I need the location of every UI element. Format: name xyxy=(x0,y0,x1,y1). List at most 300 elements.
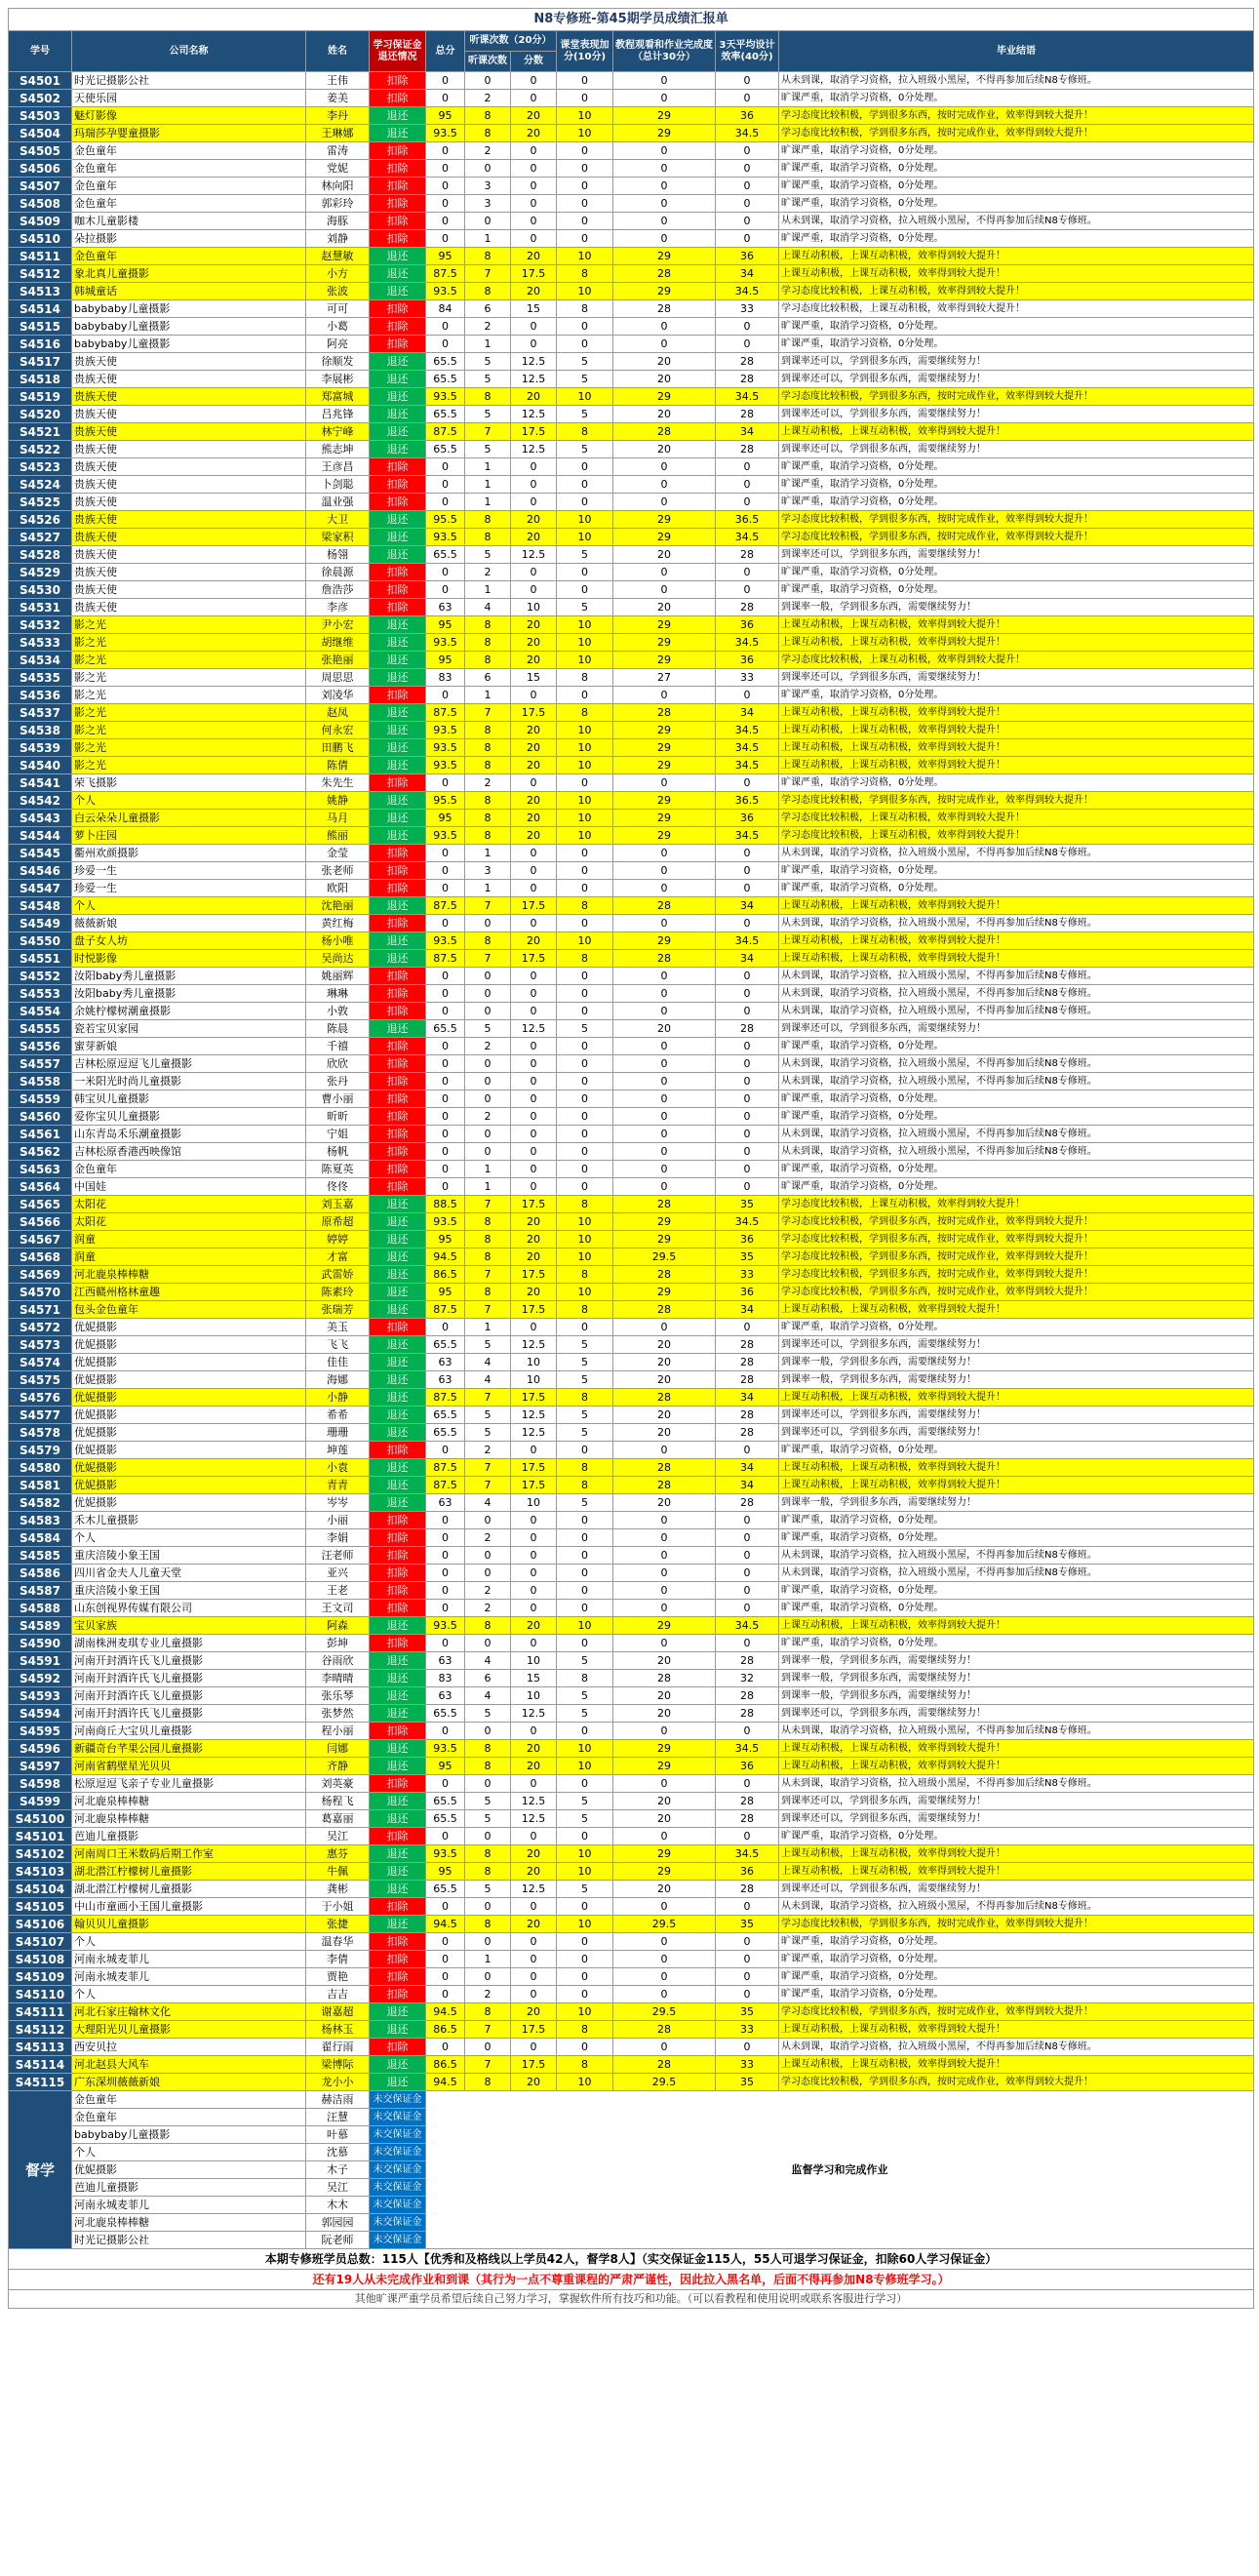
efficiency-score: 28 xyxy=(716,371,779,388)
attendance-count: 2 xyxy=(465,1582,511,1600)
efficiency-score: 28 xyxy=(716,441,779,458)
performance-score: 5 xyxy=(557,406,613,423)
performance-score: 0 xyxy=(557,985,613,1003)
attendance-count: 8 xyxy=(465,388,511,406)
student-id: S4587 xyxy=(9,1582,72,1600)
homework-score: 0 xyxy=(613,1126,716,1143)
table-row xyxy=(9,1705,1254,1723)
homework-score: 20 xyxy=(613,1354,716,1371)
attendance-count: 4 xyxy=(465,1494,511,1512)
total-score: 63 xyxy=(426,599,465,616)
student-id: S4530 xyxy=(9,581,72,599)
student-name: 卜剑聪 xyxy=(306,476,370,494)
deposit-status: 退还 xyxy=(370,1863,426,1881)
total-score: 93.5 xyxy=(426,283,465,300)
company-name: 贵族天使 xyxy=(72,529,306,546)
attendance-score: 17.5 xyxy=(511,897,557,915)
total-score: 0 xyxy=(426,1512,465,1529)
homework-score: 29 xyxy=(613,511,716,529)
table-row xyxy=(9,932,1254,950)
attendance-score: 10 xyxy=(511,1354,557,1371)
homework-score: 0 xyxy=(613,1178,716,1196)
total-score: 87.5 xyxy=(426,950,465,968)
performance-score: 0 xyxy=(557,1038,613,1055)
total-score: 0 xyxy=(426,1898,465,1916)
attendance-score: 0 xyxy=(511,1108,557,1126)
attendance-score: 12.5 xyxy=(511,1881,557,1898)
student-name: 陈素玲 xyxy=(306,1284,370,1301)
graduation-comment: 上课互动积极，上课互动积极，效率得到较大提升！ xyxy=(779,248,1254,265)
graduation-comment: 到课率还可以，学到很多东西，需要继续努力！ xyxy=(779,1336,1254,1354)
company-name: 贵族天使 xyxy=(72,511,306,529)
table-row xyxy=(9,1090,1254,1108)
deposit-status: 退还 xyxy=(370,1284,426,1301)
homework-score: 29.5 xyxy=(613,1916,716,1933)
company-name: 贵族天使 xyxy=(72,599,306,616)
graduation-comment: 从未到课，取消学习资格，拉入班级小黑屋，不得再参加后续N8专修班。 xyxy=(779,1143,1254,1161)
efficiency-score: 28 xyxy=(716,1407,779,1424)
student-id: S45111 xyxy=(9,2003,72,2021)
company-name: 重庆涪陵小象王国 xyxy=(72,1547,306,1565)
company-name: 贵族天使 xyxy=(72,441,306,458)
total-score: 0 xyxy=(426,1828,465,1845)
graduation-comment: 学习态度比较积极，学到很多东西，按时完成作业，效率得到较大提升！ xyxy=(779,388,1254,406)
student-name: 熊丽 xyxy=(306,827,370,845)
attendance-score: 0 xyxy=(511,1319,557,1336)
total-score: 0 xyxy=(426,1582,465,1600)
company-name: 个人 xyxy=(72,1933,306,1951)
attendance-count: 8 xyxy=(465,739,511,757)
student-name: 珊珊 xyxy=(306,1424,370,1442)
deposit-status: 退还 xyxy=(370,1354,426,1371)
student-name: 亚兴 xyxy=(306,1565,370,1582)
total-score: 0 xyxy=(426,195,465,213)
graduation-comment: 上课互动积极，上课互动积极，效率得到较大提升！ xyxy=(779,1863,1254,1881)
performance-score: 10 xyxy=(557,1248,613,1266)
table-row xyxy=(9,1020,1254,1038)
deposit-status: 退还 xyxy=(370,669,426,687)
graduation-comment: 到课率一般，学到很多东西，需要继续努力！ xyxy=(779,1354,1254,1371)
efficiency-score: 34.5 xyxy=(716,722,779,739)
performance-score: 8 xyxy=(557,1301,613,1319)
company-name: 宝贝家族 xyxy=(72,1617,306,1635)
graduation-comment: 到课率一般，学到很多东西，需要继续努力！ xyxy=(779,599,1254,616)
student-name: 马月 xyxy=(306,810,370,827)
performance-score: 0 xyxy=(557,1319,613,1336)
performance-score: 5 xyxy=(557,1494,613,1512)
company-name: 优妮摄影 xyxy=(72,1459,306,1477)
attendance-score: 12.5 xyxy=(511,1424,557,1442)
efficiency-score: 0 xyxy=(716,458,779,476)
table-row xyxy=(9,1670,1254,1687)
student-name: 田鹏飞 xyxy=(306,739,370,757)
deposit-status: 退还 xyxy=(370,1459,426,1477)
student-name: 佟佟 xyxy=(306,1178,370,1196)
graduation-comment: 学习态度比较积极，学到很多东西，按时完成作业，效率得到较大提升！ xyxy=(779,125,1254,142)
attendance-score: 0 xyxy=(511,1723,557,1740)
attendance-score: 10 xyxy=(511,599,557,616)
attendance-score: 12.5 xyxy=(511,1336,557,1354)
attendance-count: 7 xyxy=(465,950,511,968)
homework-score: 20 xyxy=(613,1424,716,1442)
student-id: S4535 xyxy=(9,669,72,687)
efficiency-score: 28 xyxy=(716,1336,779,1354)
homework-score: 20 xyxy=(613,1020,716,1038)
efficiency-score: 34 xyxy=(716,897,779,915)
efficiency-score: 0 xyxy=(716,318,779,336)
deposit-status: 扣除 xyxy=(370,1319,426,1336)
student-name: 梁博际 xyxy=(306,2056,370,2074)
attendance-score: 0 xyxy=(511,142,557,160)
table-row xyxy=(9,862,1254,880)
table-row xyxy=(9,950,1254,968)
deposit-status: 退还 xyxy=(370,2003,426,2021)
table-row xyxy=(9,2039,1254,2056)
student-id: S4551 xyxy=(9,950,72,968)
table-row xyxy=(9,1055,1254,1073)
homework-score: 0 xyxy=(613,336,716,353)
company-name: 河北鹿泉棒棒糖 xyxy=(72,1266,306,1284)
attendance-count: 0 xyxy=(465,1828,511,1845)
total-score: 83 xyxy=(426,669,465,687)
student-name: 朱先生 xyxy=(306,774,370,792)
company-name: 韩宝贝儿童摄影 xyxy=(72,1090,306,1108)
attendance-score: 20 xyxy=(511,529,557,546)
total-score: 0 xyxy=(426,1038,465,1055)
table-row xyxy=(9,476,1254,494)
table-row xyxy=(9,1793,1254,1810)
homework-score: 29.5 xyxy=(613,2003,716,2021)
table-row xyxy=(9,1828,1254,1845)
homework-score: 28 xyxy=(613,2021,716,2039)
company-name: 优妮摄影 xyxy=(72,1442,306,1459)
deposit-status: 退还 xyxy=(370,950,426,968)
attendance-count: 0 xyxy=(465,1055,511,1073)
student-name: 才富 xyxy=(306,1248,370,1266)
student-id: S4509 xyxy=(9,213,72,230)
table-row xyxy=(9,1740,1254,1758)
homework-score: 28 xyxy=(613,704,716,722)
performance-score: 0 xyxy=(557,1951,613,1968)
performance-score: 5 xyxy=(557,599,613,616)
homework-score: 20 xyxy=(613,1336,716,1354)
deposit-status: 扣除 xyxy=(370,1600,426,1617)
company-name: 影之光 xyxy=(72,687,306,704)
attendance-count: 1 xyxy=(465,1319,511,1336)
total-score: 88.5 xyxy=(426,1196,465,1213)
deposit-status: 退还 xyxy=(370,704,426,722)
deposit-status: 扣除 xyxy=(370,1442,426,1459)
performance-score: 10 xyxy=(557,1916,613,1933)
col-attendance-score: 分数 xyxy=(511,52,557,72)
attendance-count: 8 xyxy=(465,932,511,950)
student-id: S4541 xyxy=(9,774,72,792)
performance-score: 0 xyxy=(557,1512,613,1529)
performance-score: 8 xyxy=(557,1459,613,1477)
company-name: 贵族天使 xyxy=(72,546,306,564)
table-row xyxy=(9,1161,1254,1178)
attendance-count: 5 xyxy=(465,1407,511,1424)
performance-score: 0 xyxy=(557,1161,613,1178)
student-name: 牛佩 xyxy=(306,1863,370,1881)
deposit-status: 扣除 xyxy=(370,336,426,353)
attendance-count: 4 xyxy=(465,1371,511,1389)
table-row xyxy=(9,1424,1254,1442)
total-score: 93.5 xyxy=(426,1213,465,1231)
attendance-count: 6 xyxy=(465,669,511,687)
attendance-score: 17.5 xyxy=(511,950,557,968)
table-row xyxy=(9,195,1254,213)
deposit-status: 扣除 xyxy=(370,476,426,494)
total-score: 0 xyxy=(426,1108,465,1126)
attendance-score: 20 xyxy=(511,1248,557,1266)
student-id: S4578 xyxy=(9,1424,72,1442)
student-id: S4524 xyxy=(9,476,72,494)
graduation-comment: 上课互动积极，上课互动积极，效率得到较大提升！ xyxy=(779,1301,1254,1319)
company-name: 影之光 xyxy=(72,616,306,634)
deposit-status: 扣除 xyxy=(370,160,426,178)
attendance-score: 0 xyxy=(511,1055,557,1073)
efficiency-score: 34 xyxy=(716,265,779,283)
table-row xyxy=(9,353,1254,371)
attendance-score: 0 xyxy=(511,687,557,704)
attendance-count: 2 xyxy=(465,1442,511,1459)
graduation-comment: 上课互动积极，上课互动积极，效率得到较大提升！ xyxy=(779,1389,1254,1407)
efficiency-score: 34 xyxy=(716,950,779,968)
table-row xyxy=(9,1354,1254,1371)
table-row xyxy=(9,1968,1254,1986)
total-score: 0 xyxy=(426,1951,465,1968)
attendance-score: 20 xyxy=(511,757,557,774)
student-id: S4590 xyxy=(9,1635,72,1652)
table-row xyxy=(9,511,1254,529)
total-score: 63 xyxy=(426,1687,465,1705)
attendance-score: 20 xyxy=(511,1284,557,1301)
table-row xyxy=(9,1600,1254,1617)
attendance-score: 0 xyxy=(511,160,557,178)
company-name: 玛瑞莎孕婴童摄影 xyxy=(72,125,306,142)
homework-score: 0 xyxy=(613,476,716,494)
homework-score: 29 xyxy=(613,792,716,810)
deposit-status: 扣除 xyxy=(370,1161,426,1178)
performance-score: 0 xyxy=(557,1126,613,1143)
homework-score: 0 xyxy=(613,1108,716,1126)
performance-score: 0 xyxy=(557,1582,613,1600)
graduation-comment: 上课互动积极，上课互动积极，效率得到较大提升！ xyxy=(779,1845,1254,1863)
attendance-score: 0 xyxy=(511,336,557,353)
performance-score: 10 xyxy=(557,757,613,774)
homework-score: 0 xyxy=(613,458,716,476)
student-id: S4517 xyxy=(9,353,72,371)
student-name: 坤莲 xyxy=(306,1442,370,1459)
student-name: 程小丽 xyxy=(306,1723,370,1740)
table-row xyxy=(9,1916,1254,1933)
attendance-count: 0 xyxy=(465,1143,511,1161)
col-total: 总分 xyxy=(426,31,465,72)
total-score: 93.5 xyxy=(426,125,465,142)
deposit-status: 退还 xyxy=(370,511,426,529)
deposit-status: 退还 xyxy=(370,1336,426,1354)
deposit-status: 扣除 xyxy=(370,2039,426,2056)
efficiency-score: 0 xyxy=(716,1723,779,1740)
total-score: 0 xyxy=(426,968,465,985)
student-id: S4596 xyxy=(9,1740,72,1758)
homework-score: 29 xyxy=(613,388,716,406)
efficiency-score: 28 xyxy=(716,1020,779,1038)
deposit-status: 退还 xyxy=(370,1670,426,1687)
deposit-status: 扣除 xyxy=(370,1547,426,1565)
attendance-score: 12.5 xyxy=(511,1407,557,1424)
total-score: 0 xyxy=(426,1143,465,1161)
graduation-comment: 从未到课，取消学习资格，拉入班级小黑屋，不得再参加后续N8专修班。 xyxy=(779,1565,1254,1582)
deposit-status: 扣除 xyxy=(370,1968,426,1986)
supervisor-name: 吴江 xyxy=(306,2179,370,2197)
attendance-count: 7 xyxy=(465,1196,511,1213)
company-name: 禾木儿童摄影 xyxy=(72,1512,306,1529)
student-id: S4591 xyxy=(9,1652,72,1670)
supervisor-company: 河南永城麦菲儿 xyxy=(72,2197,306,2214)
graduation-comment: 旷课严重，取消学习资格，0分处理。 xyxy=(779,195,1254,213)
graduation-comment: 从未到课，取消学习资格，拉入班级小黑屋，不得再参加后续N8专修班。 xyxy=(779,985,1254,1003)
efficiency-score: 34.5 xyxy=(716,757,779,774)
graduation-comment: 旷课严重，取消学习资格，0分处理。 xyxy=(779,1582,1254,1600)
graduation-comment: 学习态度比较积极，上课互动积极，效率得到较大提升！ xyxy=(779,1196,1254,1213)
graduation-comment: 到课率一般，学到很多东西，需要继续努力！ xyxy=(779,1371,1254,1389)
attendance-count: 1 xyxy=(465,687,511,704)
graduation-comment: 上课互动积极，上课互动积极，效率得到较大提升！ xyxy=(779,897,1254,915)
graduation-comment: 旷课严重，取消学习资格，0分处理。 xyxy=(779,318,1254,336)
company-name: 金色童年 xyxy=(72,142,306,160)
total-score: 65.5 xyxy=(426,406,465,423)
total-score: 93.5 xyxy=(426,1740,465,1758)
performance-score: 0 xyxy=(557,880,613,897)
attendance-score: 0 xyxy=(511,774,557,792)
company-name: babybaby儿童摄影 xyxy=(72,300,306,318)
graduation-comment: 从未到课，取消学习资格，拉入班级小黑屋，不得再参加后续N8专修班。 xyxy=(779,845,1254,862)
supervisor-company: 金色童年 xyxy=(72,2091,306,2109)
student-name: 贾艳 xyxy=(306,1968,370,1986)
deposit-status: 未交保证金 xyxy=(370,2232,426,2249)
student-name: 阿森 xyxy=(306,1617,370,1635)
attendance-count: 1 xyxy=(465,476,511,494)
graduation-comment: 学习态度比较积极，学到很多东西，按时完成作业，效率得到较大提升！ xyxy=(779,1916,1254,1933)
table-row xyxy=(9,652,1254,669)
table-row xyxy=(9,1319,1254,1336)
student-name: 小丽 xyxy=(306,1512,370,1529)
student-id: S4529 xyxy=(9,564,72,581)
attendance-count: 0 xyxy=(465,1512,511,1529)
grades-table xyxy=(8,8,1254,2309)
total-score: 0 xyxy=(426,862,465,880)
table-row xyxy=(9,283,1254,300)
deposit-status: 退还 xyxy=(370,1758,426,1775)
company-name: 白云朵朵儿童摄影 xyxy=(72,810,306,827)
efficiency-score: 28 xyxy=(716,406,779,423)
attendance-count: 5 xyxy=(465,1881,511,1898)
performance-score: 8 xyxy=(557,265,613,283)
student-id: S4533 xyxy=(9,634,72,652)
total-score: 93.5 xyxy=(426,634,465,652)
performance-score: 10 xyxy=(557,529,613,546)
homework-score: 0 xyxy=(613,915,716,932)
student-name: 齐静 xyxy=(306,1758,370,1775)
homework-score: 0 xyxy=(613,845,716,862)
student-id: S4572 xyxy=(9,1319,72,1336)
deposit-status: 扣除 xyxy=(370,1126,426,1143)
student-name: 吴尚达 xyxy=(306,950,370,968)
student-name: 李晴晴 xyxy=(306,1670,370,1687)
attendance-score: 0 xyxy=(511,213,557,230)
supervisor-rows xyxy=(9,2091,1254,2249)
homework-score: 0 xyxy=(613,1161,716,1178)
efficiency-score: 28 xyxy=(716,1881,779,1898)
deposit-status: 退还 xyxy=(370,1213,426,1231)
deposit-status: 未交保证金 xyxy=(370,2179,426,2197)
homework-score: 0 xyxy=(613,230,716,248)
deposit-status: 退还 xyxy=(370,897,426,915)
company-name: 河南开封酒许氏飞儿童摄影 xyxy=(72,1687,306,1705)
efficiency-score: 36 xyxy=(716,248,779,265)
table-row xyxy=(9,704,1254,722)
efficiency-score: 28 xyxy=(716,599,779,616)
graduation-comment: 学习态度比较积极，学到很多东西，按时完成作业，效率得到较大提升！ xyxy=(779,1284,1254,1301)
attendance-score: 12.5 xyxy=(511,1705,557,1723)
student-id: S4503 xyxy=(9,107,72,125)
attendance-score: 17.5 xyxy=(511,265,557,283)
graduation-comment: 到课率一般，学到很多东西，需要继续努力！ xyxy=(779,1652,1254,1670)
student-name: 可可 xyxy=(306,300,370,318)
attendance-score: 20 xyxy=(511,283,557,300)
attendance-score: 20 xyxy=(511,792,557,810)
supervisor-name: 赫洁雨 xyxy=(306,2091,370,2109)
attendance-score: 0 xyxy=(511,1073,557,1090)
efficiency-score: 35 xyxy=(716,1196,779,1213)
company-name: 优妮摄影 xyxy=(72,1477,306,1494)
homework-score: 0 xyxy=(613,862,716,880)
graduation-comment: 旷课严重，取消学习资格，0分处理。 xyxy=(779,1038,1254,1055)
student-id: S45106 xyxy=(9,1916,72,1933)
table-row xyxy=(9,1881,1254,1898)
attendance-count: 1 xyxy=(465,1161,511,1178)
deposit-status: 退还 xyxy=(370,1248,426,1266)
attendance-score: 0 xyxy=(511,1090,557,1108)
attendance-count: 5 xyxy=(465,1336,511,1354)
homework-score: 20 xyxy=(613,1705,716,1723)
student-name: 葛嘉丽 xyxy=(306,1810,370,1828)
graduation-comment: 学习态度比较积极，上课互动积极，效率得到较大提升！ xyxy=(779,810,1254,827)
efficiency-score: 0 xyxy=(716,160,779,178)
homework-score: 28 xyxy=(613,265,716,283)
attendance-score: 0 xyxy=(511,581,557,599)
performance-score: 10 xyxy=(557,792,613,810)
student-id: S4511 xyxy=(9,248,72,265)
deposit-status: 扣除 xyxy=(370,1986,426,2003)
total-score: 0 xyxy=(426,318,465,336)
attendance-score: 17.5 xyxy=(511,423,557,441)
attendance-score: 0 xyxy=(511,1775,557,1793)
attendance-score: 17.5 xyxy=(511,1266,557,1284)
company-name: 影之光 xyxy=(72,704,306,722)
efficiency-score: 34.5 xyxy=(716,1740,779,1758)
attendance-count: 8 xyxy=(465,792,511,810)
student-name: 小方 xyxy=(306,265,370,283)
student-name: 陈晨 xyxy=(306,1020,370,1038)
graduation-comment: 学习态度比较积极，学到很多东西，按时完成作业，效率得到较大提升！ xyxy=(779,792,1254,810)
homework-score: 0 xyxy=(613,318,716,336)
table-row xyxy=(9,318,1254,336)
total-score: 0 xyxy=(426,1161,465,1178)
table-row xyxy=(9,1775,1254,1793)
